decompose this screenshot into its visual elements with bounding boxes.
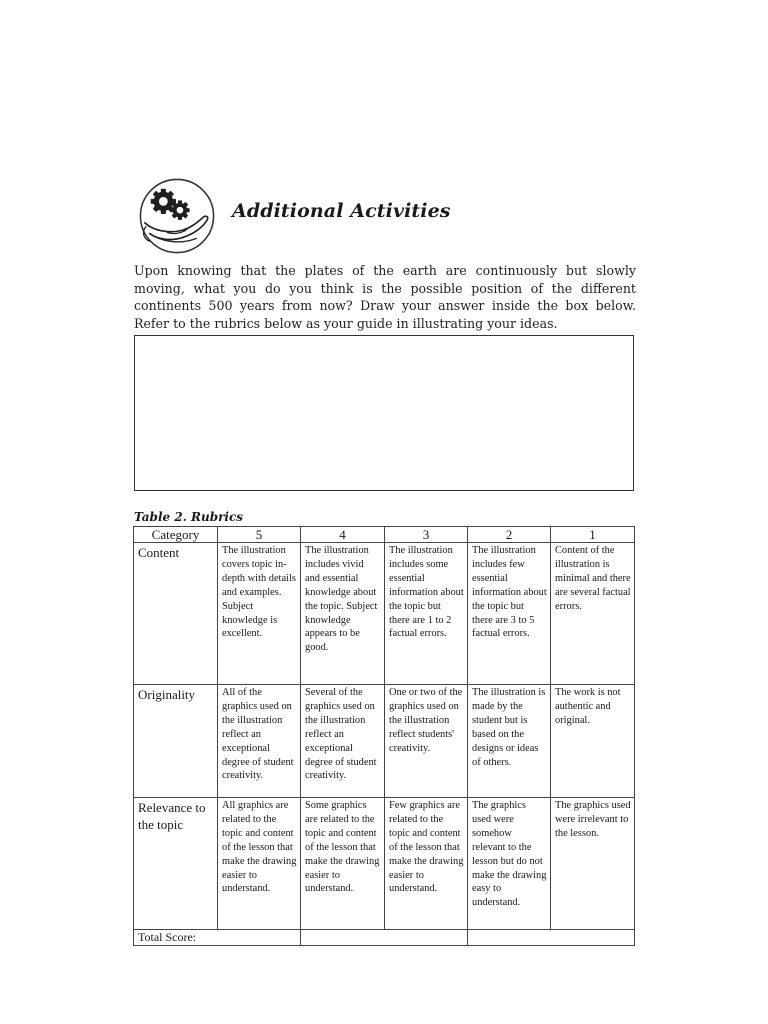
table-row <box>134 543 635 685</box>
rubric-cell: One or two of the graphics used on the illustration reflect students' creativity. <box>385 685 468 798</box>
rubric-cell: The work is not authentic and original. <box>551 685 635 798</box>
gears-in-hand-icon <box>138 177 216 255</box>
table-row <box>134 798 635 930</box>
total-score-row <box>134 930 635 946</box>
section-title: Additional Activities <box>232 200 451 222</box>
header-row <box>134 527 635 543</box>
rubric-cell: Some graphics are related to the topic and content of the lesson that make the drawing easier to understand. <box>301 798 385 930</box>
header-cell-2: 2 <box>468 527 551 543</box>
category-cell: Originality <box>134 685 218 798</box>
drawing-answer-box[interactable] <box>134 335 634 491</box>
category-cell: Content <box>134 543 218 685</box>
header-cell-3: 3 <box>385 527 468 543</box>
rubric-cell: All graphics are related to the topic and content of the lesson that make the drawing easier to understand. <box>218 798 301 930</box>
rubric-cell: The illustration covers topic in-depth with details and examples. Subject knowledge is excellent. <box>218 543 301 685</box>
rubric-cell: The illustration is made by the student but is based on the designs or ideas of others. <box>468 685 551 798</box>
rubric-cell: The illustration includes some essential information about the topic but there are 1 to 2 factual errors. <box>385 543 468 685</box>
instructions-paragraph: Upon knowing that the plates of the earth are continuously but slowly moving, what you do you think is the possible position of the different continents 500 years from now? Draw your answer inside the box below. Refer to the rubrics below as your guide in illustrating your ideas. <box>134 263 636 331</box>
total-score-cell[interactable] <box>301 930 468 946</box>
rubric-cell: The illustration includes few essential information about the topic but there are 3 to 5 factual errors. <box>468 543 551 685</box>
category-cell: Relevance to the topic <box>134 798 218 930</box>
rubric-cell: Few graphics are related to the topic and content of the lesson that make the drawing easier to understand. <box>385 798 468 930</box>
header-cell-category: Category <box>134 527 218 543</box>
rubric-cell: All of the graphics used on the illustration reflect an exceptional degree of student creativity. <box>218 685 301 798</box>
header-cell-4: 4 <box>301 527 385 543</box>
rubric-cell: The graphics used were irrelevant to the lesson. <box>551 798 635 930</box>
header-cell-1: 1 <box>551 527 635 543</box>
header-cell-5: 5 <box>218 527 301 543</box>
total-score-cell[interactable] <box>468 930 635 946</box>
table-caption: Table 2. Rubrics <box>134 510 244 524</box>
rubric-cell: The graphics used were somehow relevant to the lesson but do not make the drawing easy to understand. <box>468 798 551 930</box>
rubrics-table <box>133 526 635 946</box>
table-row <box>134 685 635 798</box>
total-score-label: Total Score: <box>134 930 301 946</box>
rubric-cell: The illustration includes vivid and essential knowledge about the topic. Subject knowledge appears to be good. <box>301 543 385 685</box>
rubric-cell: Content of the illustration is minimal and there are several factual errors. <box>551 543 635 685</box>
rubric-cell: Several of the graphics used on the illustration reflect an exceptional degree of student creativity. <box>301 685 385 798</box>
